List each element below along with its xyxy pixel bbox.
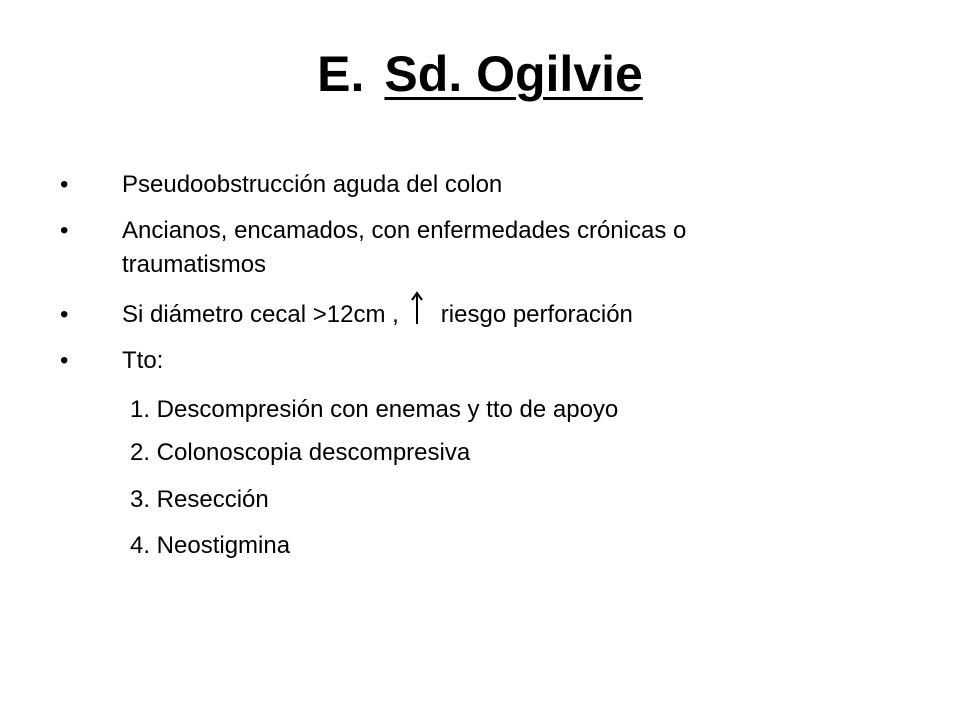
title-letter: E. [317,46,365,102]
bullet-text-line: traumatismos [122,251,267,278]
up-arrow-icon [407,300,427,328]
slide-title [0,42,960,106]
bullet-dot: • [60,301,69,328]
treatment-item: 2. Colonoscopia descompresiva [130,439,471,466]
treatment-item: 3. Resección [130,486,269,513]
title-name: Sd. Ogilvie [384,46,643,102]
bullet-dot: • [60,171,69,198]
bullet-text [122,214,882,282]
bullet-text-line: Ancianos, encamados, con enfermedades crónicas o [122,217,687,244]
treatment-item: 4. Neostigmina [130,532,291,559]
treatment-item: 1. Descompresión con enemas y tto de apoyo [130,396,619,423]
bullet-dot: • [60,347,69,374]
bullet-text: Pseudoobstrucción aguda del colon [122,171,503,198]
bullet-dot: • [60,217,69,244]
bullet-text [122,298,882,332]
bullet-text-before: Si diámetro cecal >12cm , [122,301,399,328]
bullet-text: Tto: [122,347,164,374]
bullet-text-after: riesgo perforación [440,301,633,328]
